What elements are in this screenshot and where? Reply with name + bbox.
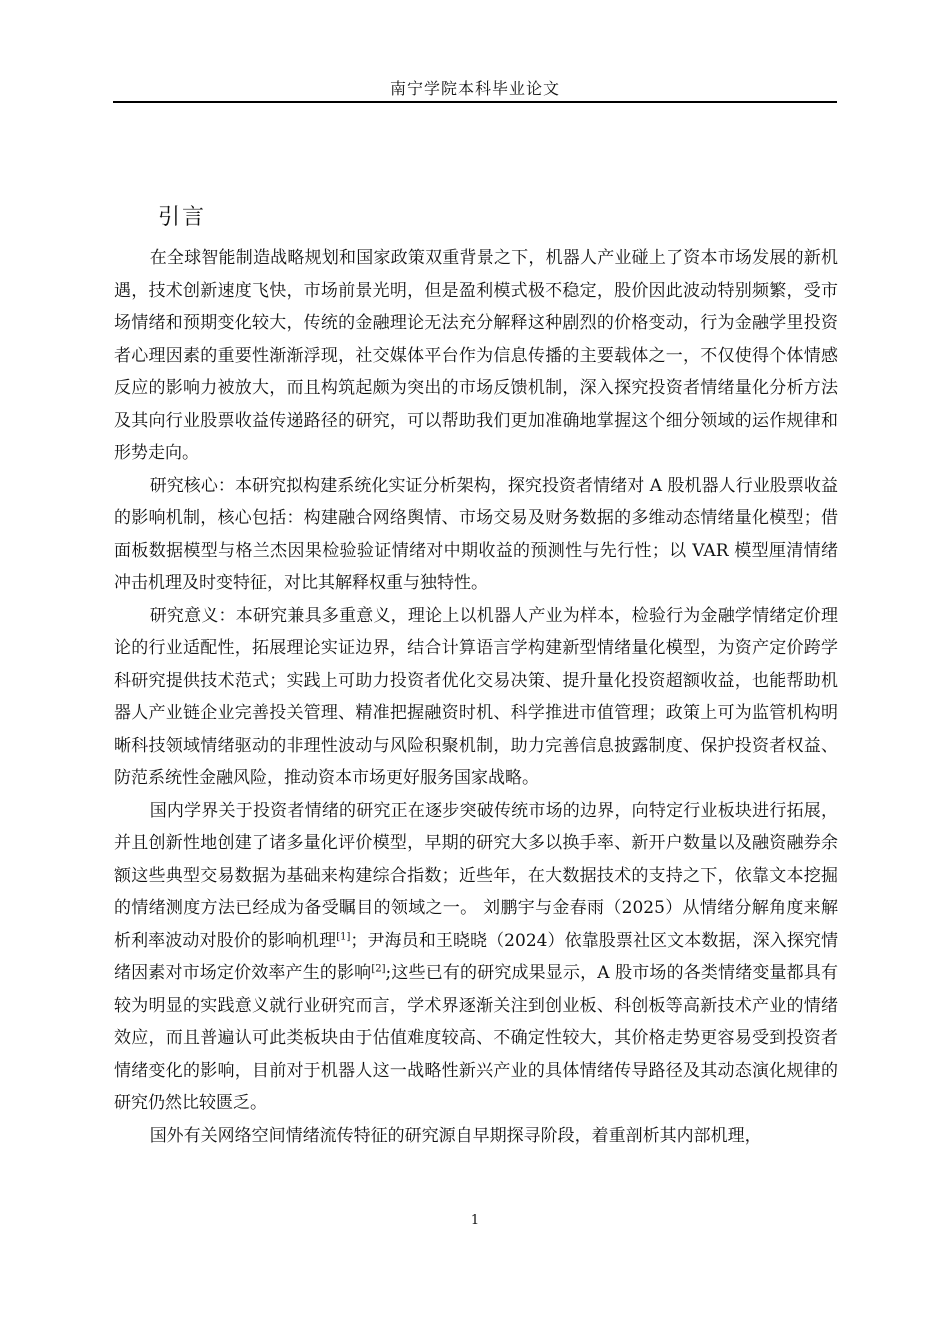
header-rule [113,101,837,103]
body-text [114,242,838,1152]
domestic-research-text-b: ；尹海员和王晓晓（2024）依靠股票社区文本数据，深入探究情绪因素对市场定价效率产生的影响 [114,930,838,983]
page-header: 南宁学院本科毕业论文 [389,79,560,98]
paragraph-research-core: 研究核心：本研究拟构建系统化实证分析架构，探究投资者情绪对 A 股机器人行业股票收益的影响机制，核心包括：构建融合网络舆情、市场交易及财务数据的多维动态情绪量化模型；借面板数据模型与格兰杰因果检验验证情绪对中期收益的预测性与先行性；以 VAR 模型厘清情绪冲击机理及时变特征，对比其解释权重与独特性。 [114,475,838,593]
citation-1: [1] [336,930,351,942]
paragraph-foreign-research: 国外有关网络空间情绪流传特征的研究源自早期探寻阶段，着重剖析其内部机理， [149,1125,762,1146]
page-number: 1 [470,1213,480,1228]
section-title: 引言 [158,205,207,230]
citation-2: [2] [371,963,386,975]
paragraph-research-significance: 研究意义：本研究兼具多重意义，理论上以机器人产业为样本，检验行为金融学情绪定价理论的行业适配性，拓展理论实证边界，结合计算语言学构建新型情绪量化模型，为资产定价跨学科研究提供技术范式；实践上可助力投资者优化交易决策、提升量化投资超额收益，也能帮助机器人产业链企业完善投关管理、精准把握融资时机、科学推进市值管理；政策上可为监管机构明晰科技领域情绪驱动的非理性波动与风险积聚机制，助力完善信息披露制度、保护投资者权益、防范系统性金融风险，推动资本市场更好服务国家战略。 [114,605,838,788]
paragraph-domestic-research [114,795,838,1120]
paragraph-background: 在全球智能制造战略规划和国家政策双重背景之下，机器人产业碰上了资本市场发展的新机遇，技术创新速度飞快，市场前景光明，但是盈利模式极不稳定，股价因此波动特别频繁，受市场情绪和预期变化较大，传统的金融理论无法充分解释这种剧烈的价格变动，行为金融学里投资者心理因素的重要性渐渐浮现，社交媒体平台作为信息传播的主要载体之一，不仅使得个体情感反应的影响力被放大，而且构筑起颇为突出的市场反馈机制，深入探究投资者情绪量化分析方法及其向行业股票收益传递路径的研究，可以帮助我们更加准确地掌握这个细分领域的运作规律和形势走向。 [114,248,838,463]
domestic-research-text-a: 国内学界关于投资者情绪的研究正在逐步突破传统市场的边界，向特定行业板块进行拓展，并且创新性地创建了诸多量化评价模型，早期的研究大多以换手率、新开户数量以及融资融券余额这些典型交易数据为基础来构建综合指数；近些年，在大数据技术的支持之下，依靠文本挖掘的情绪测度方法已经成为备受瞩目的领域之一。 刘鹏宇与金春雨（2025）从情绪分解角度来解析利率波动对股价的影响机理 [114,800,838,951]
domestic-research-text-c: ;这些已有的研究成果显示，A 股市场的各类情绪变量都具有较为明显的实践意义就行业研究而言，学术界逐渐关注到创业板、科创板等高新技术产业的情绪效应，而且普遍认可此类板块由于估值难度较高、不确定性较大，其价格走势更容易受到投资者情绪变化的影响，目前对于机器人这一战略性新兴产业的具体情绪传导路径及其动态演化规律的研究仍然比较匮乏。 [114,963,838,1113]
